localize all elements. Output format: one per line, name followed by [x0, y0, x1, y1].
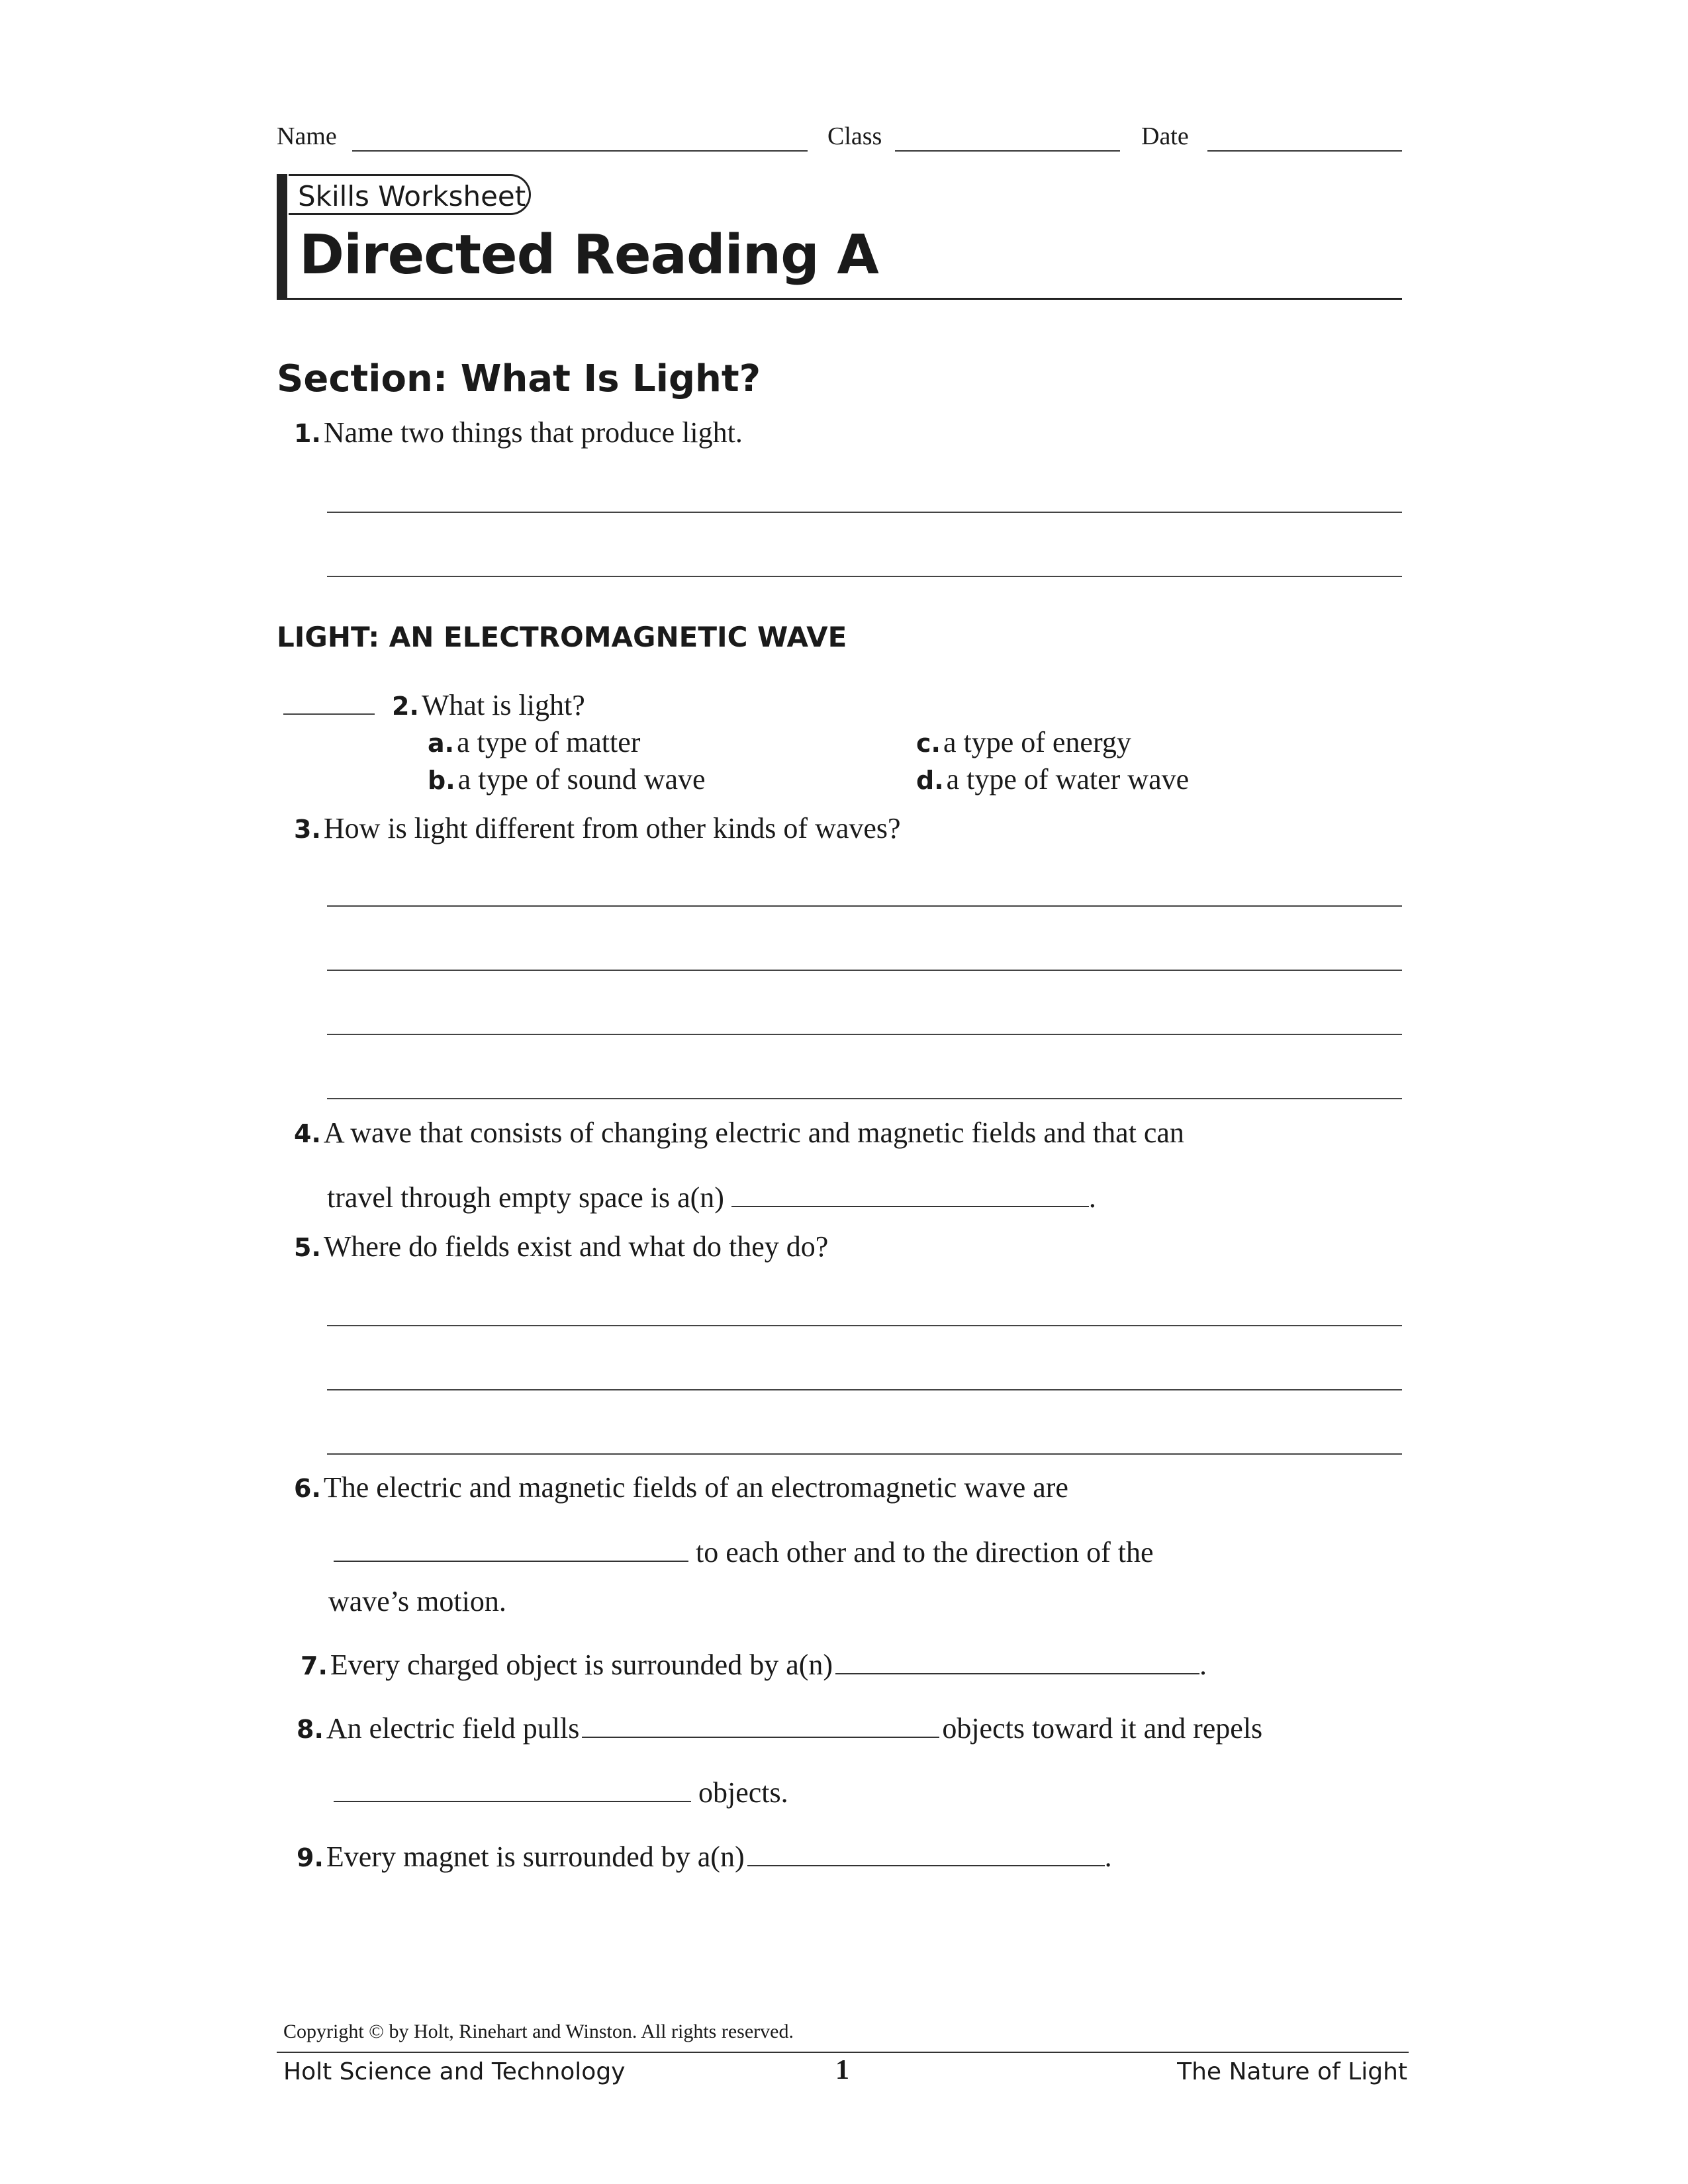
subheading: LIGHT: AN ELECTROMAGNETIC WAVE [277, 621, 847, 653]
question-text: An electric field pulls [326, 1712, 580, 1745]
option-b[interactable]: b. a type of sound wave [428, 763, 706, 796]
date-field[interactable] [1207, 150, 1402, 152]
question-4 [294, 1116, 1184, 1150]
question-text: What is light? [421, 689, 585, 721]
question-number: 5. [294, 1233, 321, 1262]
date-label: Date [1141, 122, 1189, 150]
title-accent-bar [277, 174, 287, 300]
question-number: 1. [294, 419, 321, 448]
fill-in-blank[interactable] [747, 1845, 1105, 1866]
question-text: The electric and magnetic fields of an electromagnetic wave are [323, 1471, 1068, 1504]
answer-line[interactable] [327, 1453, 1402, 1455]
question-2 [392, 688, 585, 722]
answer-line[interactable] [327, 1325, 1402, 1326]
fill-in-blank[interactable] [731, 1186, 1089, 1207]
answer-line[interactable] [327, 905, 1402, 907]
question-text: A wave that consists of changing electric and magnetic fields and that can [323, 1116, 1184, 1149]
publisher-name: Holt Science and Technology [283, 2058, 626, 2085]
copyright-notice: Copyright © by Holt, Rinehart and Winston. All rights reserved. [283, 2021, 794, 2042]
class-label: Class [827, 122, 882, 150]
answer-blank-q2[interactable] [283, 713, 375, 715]
answer-line[interactable] [327, 576, 1402, 577]
question-8-line2: objects. [334, 1776, 788, 1809]
answer-line[interactable] [327, 970, 1402, 971]
question-5 [294, 1230, 828, 1263]
question-text: Every magnet is surrounded by a(n) [326, 1841, 745, 1873]
fill-in-blank[interactable] [334, 1541, 688, 1562]
question-number: 8. [297, 1715, 324, 1744]
question-3 [294, 811, 901, 845]
question-4-line2: travel through empty space is a(n) . [327, 1181, 1096, 1214]
option-a[interactable]: a. a type of matter [428, 726, 641, 758]
question-9: 9. Every magnet is surrounded by a(n) . [297, 1841, 1112, 1873]
section-title: Section: What Is Light? [277, 357, 761, 400]
question-6 [294, 1471, 1068, 1504]
question-number: 3. [294, 815, 321, 844]
answer-line[interactable] [327, 512, 1402, 513]
question-text: Every charged object is surrounded by a(n) [330, 1649, 833, 1681]
question-7: 7. Every charged object is surrounded by a(n) . [301, 1649, 1207, 1681]
answer-line[interactable] [327, 1389, 1402, 1390]
option-c[interactable]: c. a type of energy [916, 726, 1131, 758]
chapter-title: The Nature of Light [1177, 2058, 1407, 2085]
question-text: Where do fields exist and what do they do? [323, 1230, 829, 1263]
name-label: Name [277, 122, 337, 150]
fill-in-blank[interactable] [835, 1653, 1199, 1674]
question-number: 6. [294, 1474, 321, 1503]
question-text: How is light different from other kinds of waves? [323, 812, 901, 844]
question-number: 2. [392, 692, 419, 721]
question-number: 7. [301, 1651, 328, 1680]
class-field[interactable] [895, 150, 1120, 152]
name-field[interactable] [352, 150, 808, 152]
answer-line[interactable] [327, 1098, 1402, 1099]
page-title: Directed Reading A [299, 224, 878, 287]
question-number: 9. [297, 1843, 324, 1872]
question-8: 8. An electric field pulls objects toward it and repels [297, 1712, 1263, 1745]
question-number: 4. [294, 1119, 321, 1148]
fill-in-blank[interactable] [582, 1717, 939, 1738]
question-6-line2: to each other and to the direction of the [334, 1535, 1154, 1569]
question-1 [294, 416, 743, 449]
skills-worksheet-tab: Skills Worksheet [289, 174, 531, 215]
title-divider [277, 298, 1402, 300]
page-number: 1 [835, 2055, 849, 2085]
option-d[interactable]: d. a type of water wave [916, 763, 1190, 796]
answer-line[interactable] [327, 1034, 1402, 1035]
question-text: Name two things that produce light. [323, 416, 743, 449]
footer-divider [277, 2052, 1409, 2053]
question-6-line3: wave’s motion. [328, 1585, 506, 1617]
fill-in-blank[interactable] [334, 1781, 691, 1802]
